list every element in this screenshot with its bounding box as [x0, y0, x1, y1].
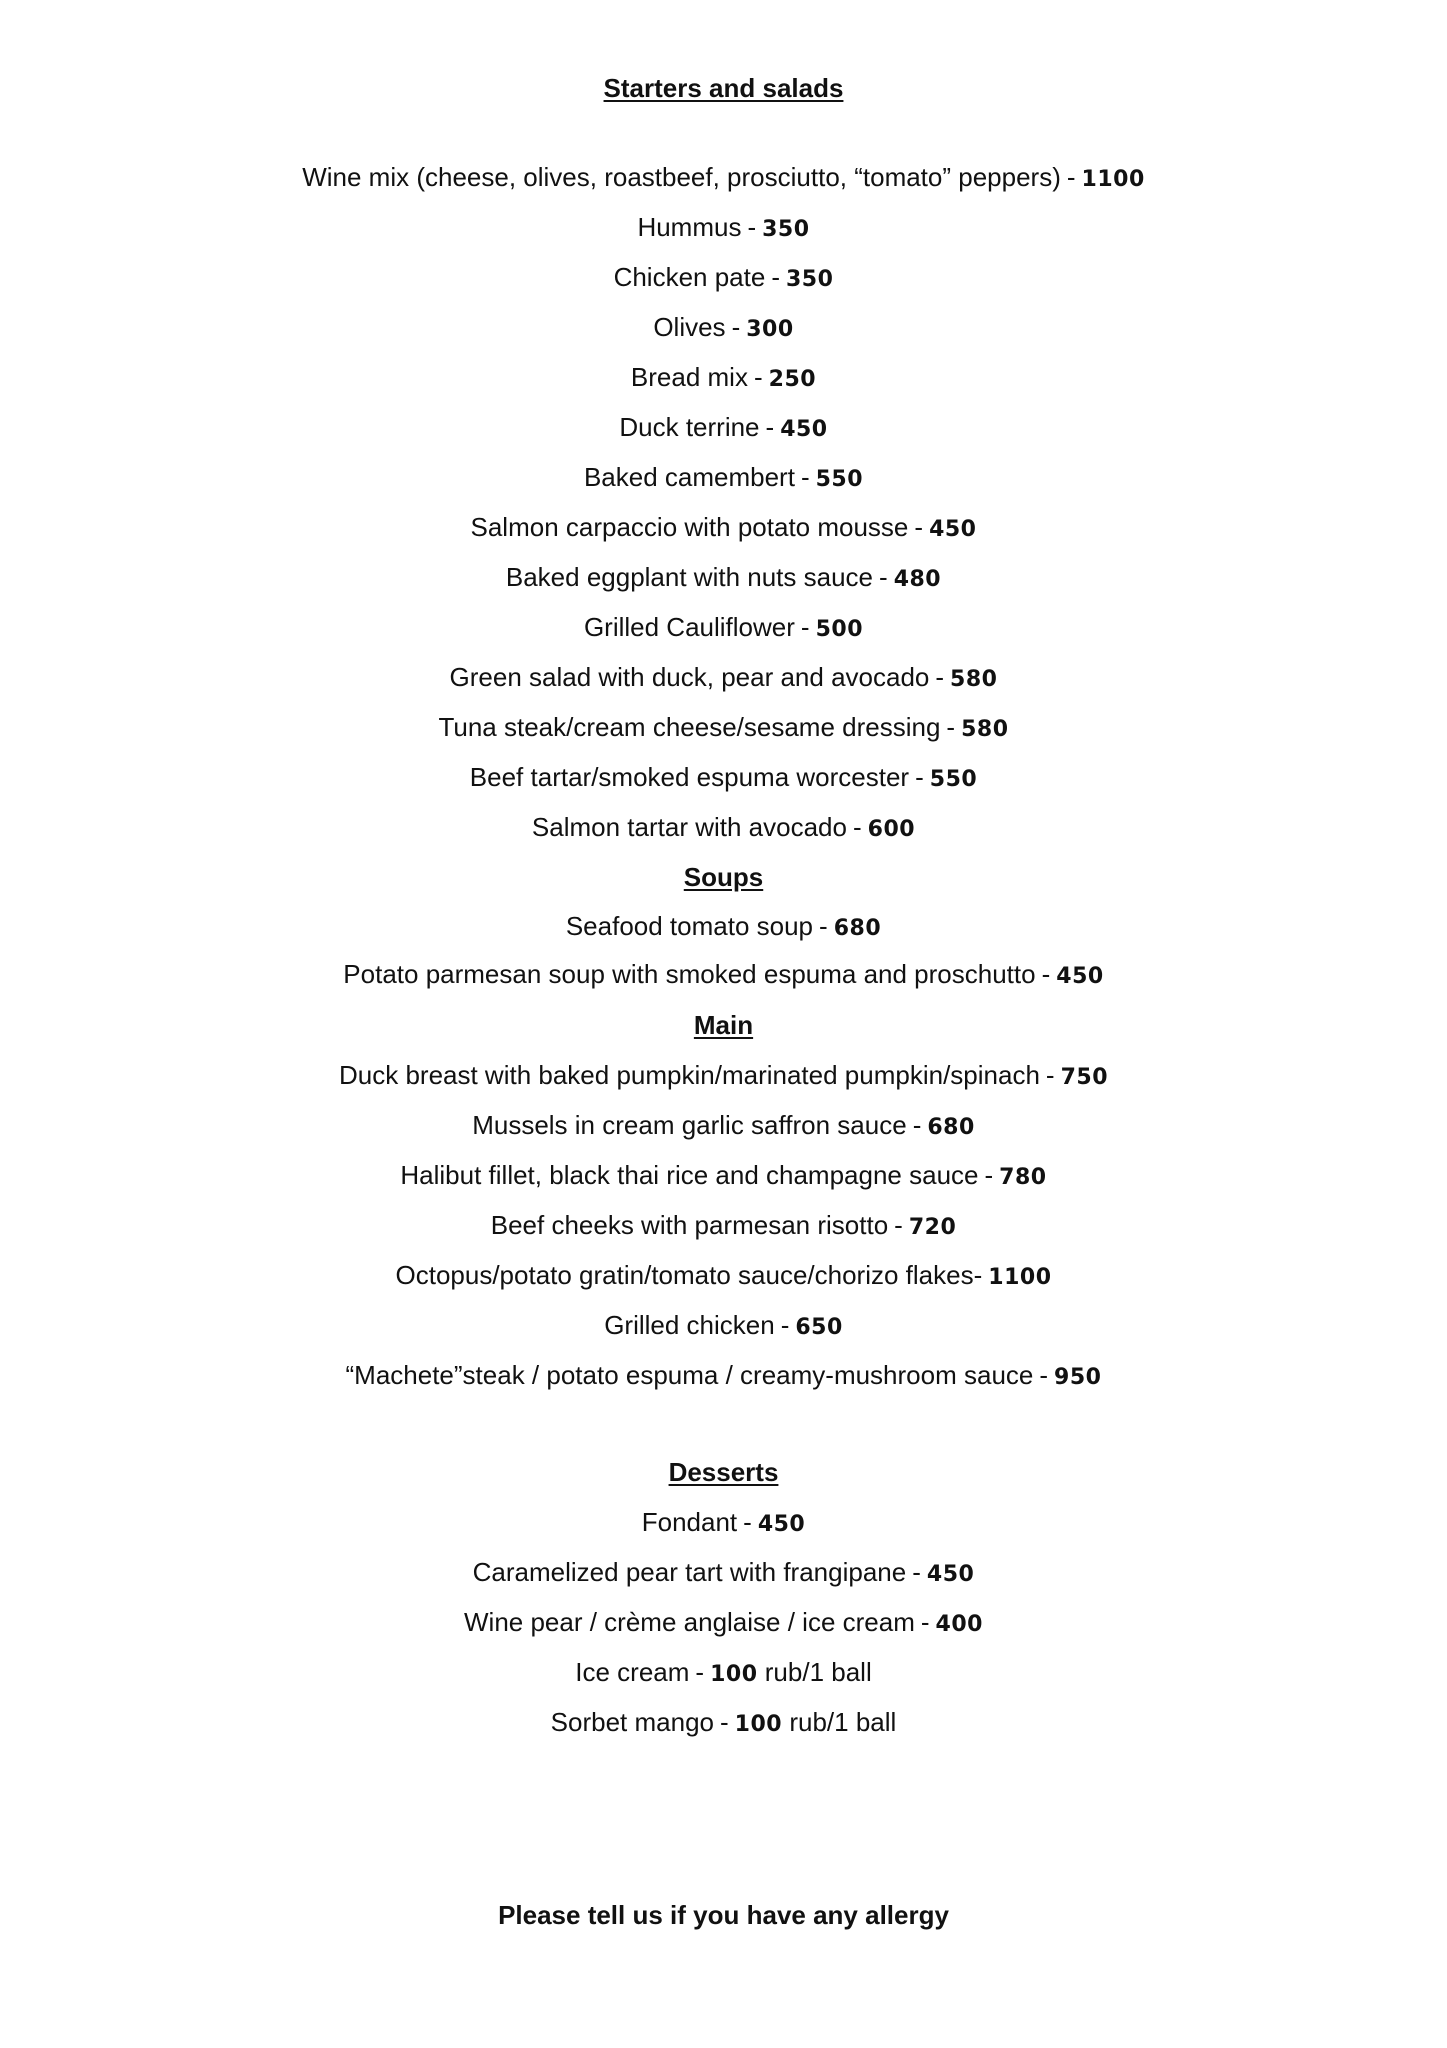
allergy-notice: Please tell us if you have any allergy — [498, 1900, 949, 1930]
menu-item: Wine mix (cheese, olives, roastbeef, prosciutto, “tomato” peppers) - 1100 — [302, 162, 1145, 192]
menu-item: Salmon carpaccio with potato mousse - 450 — [470, 512, 977, 542]
section-desserts — [0, 1447, 1447, 1747]
menu-item: Halibut fillet, black thai rice and champagne sauce - 780 — [400, 1160, 1047, 1190]
menu-item: Hummus - 350 — [637, 212, 810, 242]
section-heading: Main — [693, 1010, 754, 1040]
menu-item: Chicken pate - 350 — [613, 262, 834, 292]
section-heading: Soups — [683, 862, 764, 892]
menu-item: Grilled chicken - 650 — [604, 1310, 843, 1340]
menu-item: Beef tartar/smoked espuma worcester - 550 — [469, 762, 978, 792]
section-starters — [0, 63, 1447, 113]
menu-item: Sorbet mango - 100 rub/1 ball — [550, 1707, 897, 1737]
menu-item: Caramelized pear tart with frangipane - 450 — [472, 1557, 975, 1587]
menu-item: Wine pear / crème anglaise / ice cream - 400 — [464, 1607, 983, 1637]
menu-item: Octopus/potato gratin/tomato sauce/chorizo flakes- 1100 — [395, 1260, 1052, 1290]
menu-item: Beef cheeks with parmesan risotto - 720 — [490, 1210, 957, 1240]
menu-item: Ice cream - 100 rub/1 ball — [575, 1657, 872, 1687]
menu-item: Baked camembert - 550 — [583, 462, 864, 492]
menu-item: “Machete”steak / potato espuma / creamy-mushroom sauce - 950 — [345, 1360, 1102, 1390]
menu-item: Bread mix - 250 — [630, 362, 817, 392]
menu-item: Green salad with duck, pear and avocado - 580 — [449, 662, 998, 692]
menu-item: Fondant - 450 — [641, 1507, 806, 1537]
menu-item: Tuna steak/cream cheese/sesame dressing - 580 — [438, 712, 1009, 742]
section-heading: Desserts — [668, 1457, 779, 1487]
menu-item: Duck breast with baked pumpkin/marinated pumpkin/spinach - 750 — [338, 1060, 1109, 1090]
section-soups — [0, 852, 1447, 998]
menu-item: Grilled Cauliflower - 500 — [583, 612, 864, 642]
section-main — [0, 1000, 1447, 1400]
menu-item: Duck terrine - 450 — [619, 412, 828, 442]
section-heading: Starters and salads — [603, 73, 844, 103]
menu-item: Salmon tartar with avocado - 600 — [531, 812, 916, 842]
menu-item: Potato parmesan soup with smoked espuma and proschutto - 450 — [343, 959, 1104, 989]
menu-item: Seafood tomato soup - 680 — [565, 911, 882, 941]
menu-item: Olives - 300 — [653, 312, 794, 342]
section-starters-items — [0, 152, 1447, 852]
menu-item: Mussels in cream garlic saffron sauce - 680 — [472, 1110, 975, 1140]
menu-item: Baked eggplant with nuts sauce - 480 — [505, 562, 942, 592]
